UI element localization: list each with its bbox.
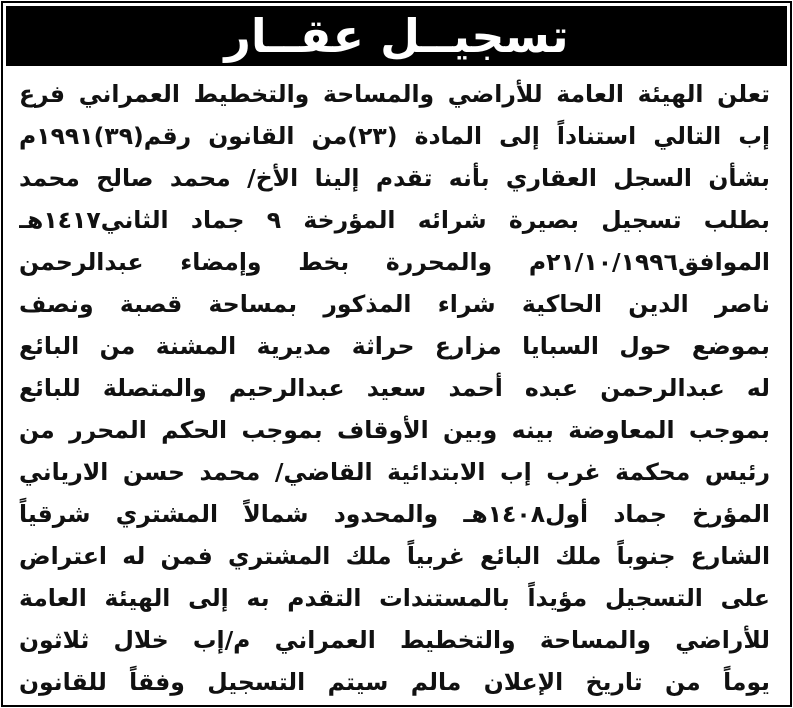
notice-line: إب التالي استناداً إلى المادة (٢٣)من القانون رقم(٣٩)١٩٩١م xyxy=(19,122,770,150)
notice-line: بموجب المعاوضة بينه وبين الأوقاف بموجب الحكم المحرر من xyxy=(19,416,770,444)
notice-line: تعلن الهيئة العامة للأراضي والمساحة والتخطيط العمراني فرع xyxy=(19,80,770,108)
notice-title: تسجيــل عقــار xyxy=(224,9,569,63)
notice-line: بشأن السجل العقاري بأنه تقدم إلينا الأخ/ محمد صالح محمد xyxy=(19,164,770,192)
notice-body xyxy=(19,73,770,703)
notice-box xyxy=(1,1,792,707)
notice-line: الموافق٢١/١٠/١٩٩٦م والمحررة بخط وإمضاء عبدالرحمن xyxy=(19,248,770,276)
notice-line: يوماً من تاريخ الإعلان مالم سيتم التسجيل وفقاً للقانون xyxy=(19,668,770,696)
notice-line: بطلب تسجيل بصيرة شرائه المؤرخة ٩ جماد الثاني١٤١٧هـ xyxy=(19,206,770,234)
notice-line: المؤرخ جماد أول١٤٠٨هـ والمحدود شمالاً المشتري شرقياً xyxy=(19,500,770,528)
notice-line: على التسجيل مؤيداً بالمستندات التقدم به إلى الهيئة العامة xyxy=(19,584,770,612)
notice-line: للأراضي والمساحة والتخطيط العمراني م/إب خلال ثلاثون xyxy=(19,626,770,654)
notice-line: بموضع حول السبايا مزارع حراثة مديرية المشنة من البائع xyxy=(19,332,770,360)
notice-line: له عبدالرحمن عبده أحمد سعيد عبدالرحيم والمتصلة للبائع xyxy=(19,374,770,402)
notice-line: ناصر الدين الحاكية شراء المذكور بمساحة قصبة ونصف xyxy=(19,290,770,318)
title-banner xyxy=(6,6,787,66)
notice-line: رئيس محكمة غرب إب الابتدائية القاضي/ محمد حسن الارياني xyxy=(19,458,770,486)
notice-line: الشارع جنوباً ملك البائع غربياً ملك المشتري فمن له اعتراض xyxy=(19,542,770,570)
